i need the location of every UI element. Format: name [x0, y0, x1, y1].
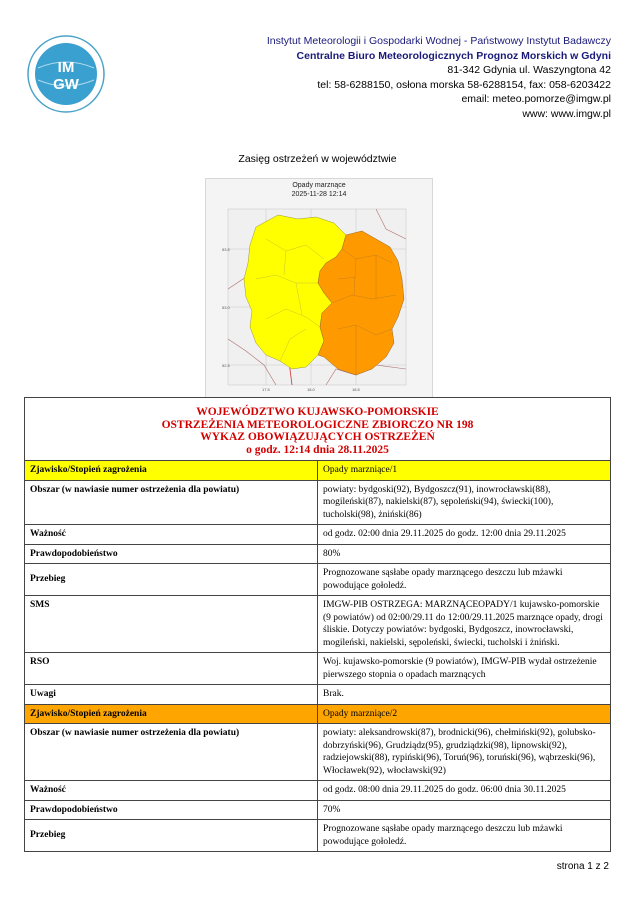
label-rso: RSO — [25, 653, 318, 685]
area-value: powiaty: aleksandrowski(87), brodnicki(96), chełmiński(92), golubsko-dobrzyński(96), Grudziądz(95), grudziądzki(98), lipnowski(92), radziejowski(88), rypiński(96), Toruń(96), toruński(96), wąbrzeski(96), Włocławek(92), włocławski(92) — [318, 724, 611, 781]
page-subtitle: Zasięg ostrzeżeń w województwie — [238, 153, 397, 165]
phone-fax: tel: 58-6288150, osłona morska 58-6288154, fax: 058-6203422 — [317, 78, 611, 91]
table-row — [25, 685, 611, 705]
map-title: Opady marznące — [292, 182, 346, 189]
svg-text:18.0: 18.0 — [307, 387, 315, 392]
institution-name: Instytut Meteorologii i Gospodarki Wodnej - Państwowy Instytut Badawczy — [266, 35, 611, 47]
probability-value: 80% — [318, 544, 611, 564]
warnings-table — [24, 397, 611, 852]
map-graphic — [206, 179, 432, 397]
label-phenomenon: Zjawisko/Stopień zagrożenia — [25, 461, 318, 481]
website[interactable]: www: www.imgw.pl — [522, 107, 611, 120]
label-area: Obszar (w nawiasie numer ostrzeżenia dla powiatu) — [25, 724, 318, 781]
label-sms: SMS — [25, 596, 318, 653]
label-phenomenon: Zjawisko/Stopień zagrożenia — [25, 704, 318, 724]
map-caption — [206, 182, 432, 199]
warning-map — [205, 178, 433, 398]
table-row — [25, 564, 611, 596]
imgw-logo — [26, 34, 106, 114]
address: 81-342 Gdynia ul. Waszyngtona 42 — [447, 64, 611, 77]
email[interactable]: email: meteo.pomorze@imgw.pl — [461, 93, 611, 106]
svg-text:18.5: 18.5 — [352, 387, 360, 392]
label-probability: Prawdopodobieństwo — [25, 544, 318, 564]
validity-value: od godz. 08:00 dnia 29.11.2025 do godz. 06:00 dnia 30.11.2025 — [318, 781, 611, 801]
table-row — [25, 525, 611, 545]
remarks-value: Brak. — [318, 685, 611, 705]
table-row — [25, 544, 611, 564]
title-datetime: o godz. 12:14 dnia 28.11.2025 — [246, 443, 389, 456]
label-course: Przebieg — [25, 820, 318, 852]
course-value: Prognozowane sąsłabe opady marznącego deszczu lub mżawki powodujące gołoledź. — [318, 564, 611, 596]
label-validity: Ważność — [25, 525, 318, 545]
label-course: Przebieg — [25, 564, 318, 596]
area-value: powiaty: bydgoski(92), Bydgoszcz(91), inowrocławski(88), mogileński(87), nakielski(87), sępoleński(94), świecki(100), tucholski(98), żniński(86) — [318, 480, 611, 525]
probability-value: 70% — [318, 800, 611, 820]
table-row — [25, 724, 611, 781]
map-timestamp: 2025-11-28 12:14 — [291, 190, 347, 198]
label-validity: Ważność — [25, 781, 318, 801]
course-value: Prognozowane sąsłabe opady marznącego deszczu lub mżawki powodujące gołoledź. — [318, 820, 611, 852]
title-warnings: OSTRZEŻENIA METEOROLOGICZNE ZBIORCZO NR 198 — [161, 418, 474, 431]
bureau-name: Centralne Biuro Meteorologicznych Prognoz Morskich w Gdyni — [296, 49, 611, 62]
svg-text:52.5: 52.5 — [222, 363, 230, 368]
table-row — [25, 704, 611, 724]
svg-text:53.0: 53.0 — [222, 305, 230, 310]
table-title-row — [25, 398, 611, 461]
table-row — [25, 781, 611, 801]
page-number: strona 1 z 2 — [556, 861, 609, 872]
table-row — [25, 480, 611, 525]
validity-value: od godz. 02:00 dnia 29.11.2025 do godz. 12:00 dnia 29.11.2025 — [318, 525, 611, 545]
label-remarks: Uwagi — [25, 685, 318, 705]
table-row — [25, 820, 611, 852]
phenomenon-value: Opady marzniące/2 — [318, 704, 611, 724]
sms-value: IMGW-PIB OSTRZEGA: MARZNĄCEOPADY/1 kujawsko-pomorskie (9 powiatów) od 02:00/29.11 do 12:00/29.11.2025 marznące opady, drogi śliskie. Dotyczy powiatów: bydgoski, Bydgoszcz, inowrocławski, mogileński, nakielski, sępoleński, świecki, tucholski i żniński. — [318, 596, 611, 653]
svg-text:53.5: 53.5 — [222, 247, 230, 252]
svg-text:GW: GW — [53, 76, 79, 93]
label-probability: Prawdopodobieństwo — [25, 800, 318, 820]
label-area: Obszar (w nawiasie numer ostrzeżenia dla powiatu) — [25, 480, 318, 525]
table-title — [25, 398, 611, 461]
institution-header — [191, 34, 611, 122]
table-row — [25, 800, 611, 820]
svg-text:IM: IM — [57, 59, 75, 76]
title-list: WYKAZ OBOWIĄZUJĄCYCH OSTRZEŻEŃ — [200, 431, 435, 443]
phenomenon-value: Opady marzniące/1 — [318, 461, 611, 481]
title-region: WOJEWÓDZTWO KUJAWSKO-POMORSKIE — [196, 406, 439, 418]
rso-value: Woj. kujawsko-pomorskie (9 powiatów), IMGW-PIB wydał ostrzeżenie pierwszego stopnia o opadach marznących — [318, 653, 611, 685]
table-row — [25, 461, 611, 481]
svg-text:17.5: 17.5 — [262, 387, 270, 392]
table-row — [25, 653, 611, 685]
table-row — [25, 596, 611, 653]
